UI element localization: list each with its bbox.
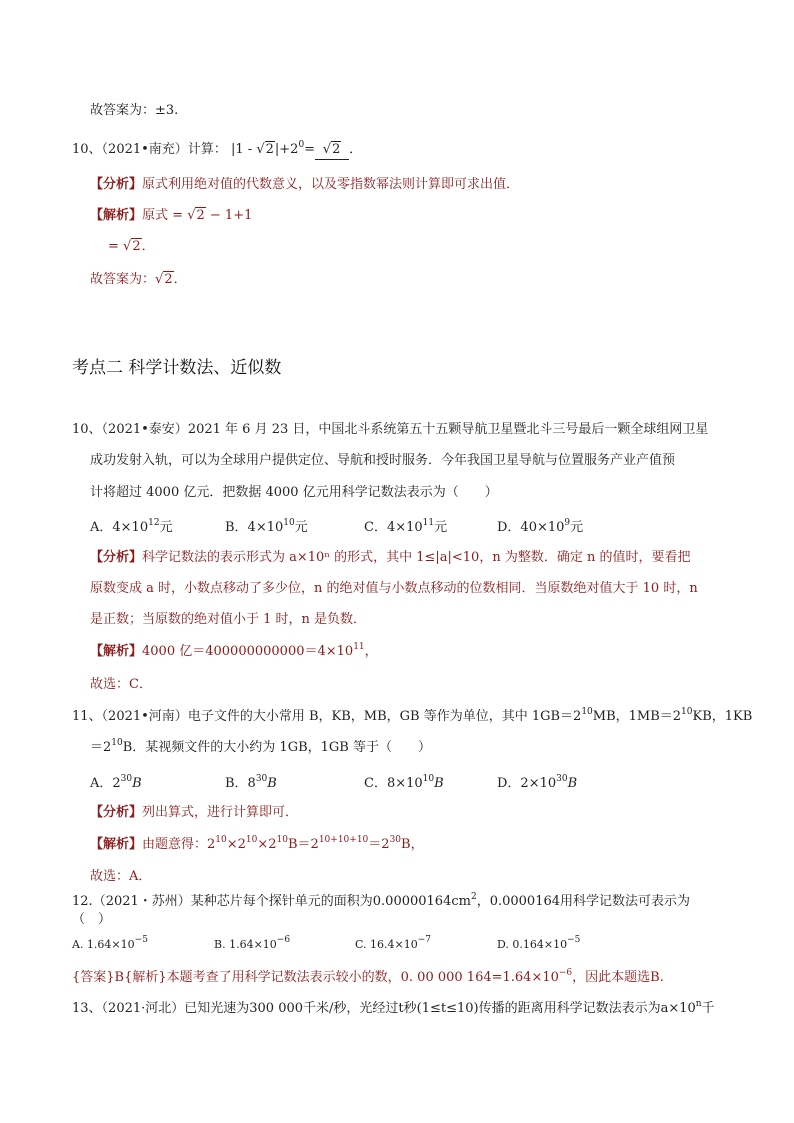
q10b-choice: 故选：C． bbox=[90, 677, 152, 692]
q10b-analysis-line1: 【分析】科学记数法的表示形式为 a×10ⁿ 的形式，其中 1≤|a|<10，n 为整数．确定 n 的值时，要看把 bbox=[90, 550, 691, 565]
q10b-line3: 计将超过 4000 亿元．把数据 4000 亿元用科学记数法表示为（ ） bbox=[90, 485, 498, 500]
q10b-solution: 【解析】4000 亿$=400000000000=4\times 10^{11}$， bbox=[90, 642, 378, 659]
q11-line2: $=2^{10}B$．某视频文件的大小约为 1GB，1GB 等于（ ） bbox=[90, 738, 431, 755]
q10a-final-answer: 故答案为：√2． bbox=[90, 272, 187, 287]
q11-option-d: D．$2\times 10^{30}B$ bbox=[497, 774, 578, 791]
q12-line2: （ ） bbox=[72, 912, 112, 927]
top-answer: 故答案为：±3. bbox=[90, 103, 179, 118]
q13-line1: 13、（2021·河北）已知光速为300 000千米/秒，光经过t秒(1≤t≤10)传播的距离用科学记数法表示为$a\times 10^n$千 bbox=[72, 999, 715, 1016]
q10b-option-c: C．$4\times 10^{11}$元 bbox=[364, 518, 448, 535]
q10b-analysis-line2: 原数变成 a 时，小数点移动了多少位，n 的绝对值与小数点移动的位数相同．当原数绝对值大于 10 时，n bbox=[90, 581, 698, 596]
q11-option-b: B．$8^{30}B$ bbox=[225, 774, 277, 791]
q12-option-a: A. $1.64\times 10^{-5}$ bbox=[72, 935, 148, 951]
q11-analysis: 【分析】列出算式，进行计算即可． bbox=[90, 805, 299, 820]
q12-option-b: B. $1.64\times 10^{-6}$ bbox=[214, 935, 291, 951]
answer-blank: √2 bbox=[315, 141, 349, 160]
q10a-analysis: 【分析】原式利用绝对值的代数意义，以及零指数幂法则计算即可求出值． bbox=[90, 177, 520, 192]
q10a-solution-line2: = √2． bbox=[108, 239, 155, 254]
q10a-question: 10、（2021•南充）计算： $|1 - √2|+2^0= √2$ ． bbox=[72, 141, 362, 160]
q12-line1: 12.（2021・苏州）某种芯片每个探针单元的面积为$0.00000164cm^2$，0.0000164用科学记数法可表示为 bbox=[72, 892, 691, 909]
section-title: 考点二 科学计数法、近似数 bbox=[72, 358, 282, 378]
q10b-option-b: B．$4\times 10^{10}$元 bbox=[225, 518, 308, 535]
q12-answer: {答案}B{解析}本题考查了用科学记数法表示较小的数，0. 00 000 $164=1.64\times 10^{-6}$，因此本题选B. bbox=[72, 968, 664, 985]
q10b-line1: 10、（2021•泰安）2021 年 6 月 23 日，中国北斗系统第五十五颗导航卫星暨北斗三号最后一颗全球组网卫星 bbox=[72, 422, 709, 437]
q11-solution: 【解析】由题意得：$2^{10}\times 2^{10}\times 2^{10}B=2^{10+10+10}=2^{30}B$， bbox=[90, 835, 424, 852]
q10b-option-a: A．$4\times 10^{12}$元 bbox=[90, 518, 173, 535]
q12-option-d: D. $0.164\times 10^{-5}$ bbox=[497, 935, 581, 951]
q10b-option-d: D．$40\times 10^9$元 bbox=[497, 518, 584, 535]
sqrt-symbol: √2 bbox=[256, 142, 274, 157]
q11-line1: 11、（2021•河南）电子文件的大小常用 B，KB，MB，GB 等作为单位，其中 $1GB=2^{10}MB$，$1MB=2^{10}KB$，1KB bbox=[72, 707, 753, 724]
q11-option-c: C．$8\times 10^{10}B$ bbox=[364, 774, 444, 791]
q11-option-a: A．$2^{30}B$ bbox=[90, 774, 142, 791]
q12-option-c: C. $16.4\times 10^{-7}$ bbox=[355, 935, 432, 951]
q10a-solution-line1: 【解析】原式 = √2 − 1+1 bbox=[90, 208, 253, 223]
q11-choice: 故选：A． bbox=[90, 869, 152, 884]
q10b-analysis-line3: 是正数；当原数的绝对值小于 1 时，n 是负数． bbox=[90, 612, 367, 627]
q10b-line2: 成功发射入轨，可以为全球用户提供定位、导航和授时服务．今年我国卫星导航与位置服务产业产值预 bbox=[90, 453, 676, 468]
